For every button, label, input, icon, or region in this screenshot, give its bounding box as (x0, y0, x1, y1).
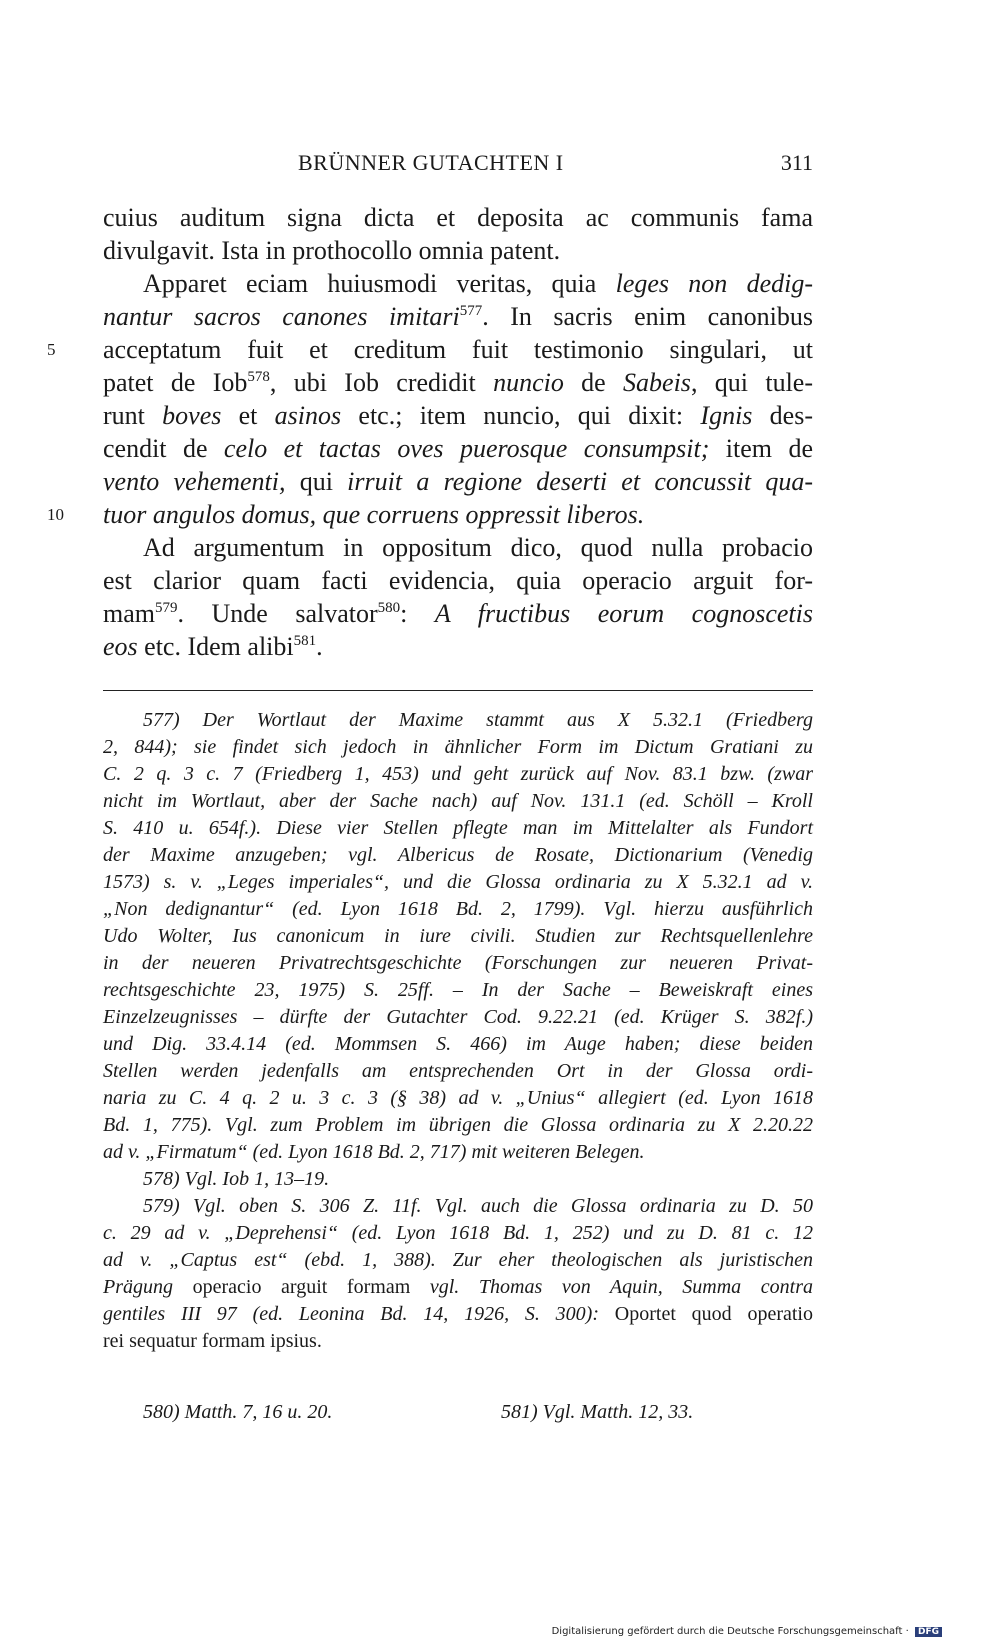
italic-text: irruit a regione deserti et concussit qua- (347, 467, 813, 496)
body-text: qui (285, 467, 348, 496)
italic-text: eos (103, 632, 138, 661)
roman-text: Oportet quod operatio (614, 1303, 813, 1325)
footnote-577-line: ad v. „Firmatum“ (ed. Lyon 1618 Bd. 2, 717) mit weiteren Belegen. (103, 1141, 645, 1163)
italic-text: celo et tactas oves puerosque consumpsit; (223, 434, 710, 463)
footnote-579-line: 579) Vgl. oben S. 306 Z. 11f. Vgl. auch die Glossa ordinaria zu D. 50 (143, 1195, 813, 1217)
body-text: cendit de (103, 434, 224, 463)
footnote-pair (143, 1398, 813, 1426)
footnote-579-line: ad v. „Captus est“ (ebd. 1, 388). Zur eher theologischen als juristischen (103, 1249, 813, 1271)
italic-text: leges non dedig- (615, 269, 814, 298)
italic-text: nuncio (493, 368, 564, 397)
footnote-577-line: rechtsgeschichte 23, 1975) S. 25ff. – In der Sache – Beweiskraft eines (103, 979, 813, 1001)
footnote-ref-580: 580 (377, 600, 401, 616)
footnote-578: 578) Vgl. Iob 1, 13–19. (143, 1168, 330, 1190)
footnote-577-line: 2, 844); sie findet sich jedoch in ähnlicher Form im Dictum Gratiani zu (103, 736, 813, 758)
body-text: item de (709, 434, 813, 463)
body-text: Ad argumentum in oppositum dico, quod nulla probacio (143, 533, 813, 562)
body-line-2 (103, 234, 813, 268)
footnote-579-line: rei sequatur formam ipsius. (103, 1330, 322, 1352)
body-line-14 (103, 630, 813, 664)
body-line-10 (103, 498, 813, 532)
body-line-1 (103, 201, 813, 235)
body-text: et (221, 401, 275, 430)
page-number: 311 (780, 150, 813, 175)
body-line-3 (143, 267, 813, 301)
body-line-4 (103, 300, 813, 334)
digitization-note: Digitalisierung gefördert durch die Deutsche Forschungsgemeinschaft · DFG (552, 1626, 942, 1637)
body-line-5 (103, 333, 813, 367)
body-text: acceptatum fuit et creditum fuit testimonio singulari, ut (103, 335, 813, 364)
footnote-text: Prägung (103, 1276, 193, 1298)
body-text: runt (103, 401, 163, 430)
italic-text: vento vehementi, (103, 467, 286, 496)
body-line-8 (103, 432, 813, 466)
body-line-6 (103, 366, 813, 400)
body-line-11 (143, 531, 813, 565)
body-text: est clarior quam facti evidencia, quia operacio arguit for- (103, 566, 813, 595)
footnote-577-line: in der neueren Privatrechtsgeschichte (Forschungen zur neueren Privat- (103, 952, 813, 974)
footnote-577-line: und Dig. 33.4.14 (ed. Mommsen S. 466) im Auge haben; diese beiden (103, 1033, 813, 1055)
body-line-12 (103, 564, 813, 598)
footnote-580: 580) Matth. 7, 16 u. 20. (143, 1401, 333, 1423)
body-text: Apparet eciam huiusmodi veritas, quia (143, 269, 616, 298)
body-text: . (316, 632, 323, 661)
footnote-ref-577: 577 (459, 303, 483, 319)
body-text: de (563, 368, 624, 397)
footnote-577-line: S. 410 u. 654f.). Diese vier Stellen pflegte man im Mittelalter als Fundort (103, 817, 813, 839)
body-text: divulgavit. Ista in prothocollo omnia patent. (103, 236, 561, 265)
footnote-text: vgl. Thomas von Aquin, Summa contra (410, 1276, 813, 1298)
italic-text: boves (162, 401, 222, 430)
body-text: cuius auditum signa dicta et deposita ac communis fama (103, 203, 813, 232)
italic-text: Sabeis (623, 368, 691, 397)
footnote-ref-578: 578 (247, 369, 270, 385)
body-text: etc.; item nuncio, qui dixit: (341, 401, 701, 430)
footnote-577-line: nicht im Wortlaut, aber der Sache nach) auf Nov. 131.1 (ed. Schöll – Kroll (103, 790, 813, 812)
body-text: , ubi Iob credidit (269, 368, 494, 397)
body-text: : (400, 599, 435, 628)
footnote-ref-581: 581 (293, 633, 317, 649)
footnote-577-line: Udo Wolter, Ius canonicum in iure civili. Studien zur Rechtsquellenlehre (103, 925, 813, 947)
italic-text: tuor angulos domus, que corruens oppressit liberos. (103, 500, 645, 529)
footnote-579-line: c. 29 ad v. „Deprehensi“ (ed. Lyon 1618 Bd. 1, 252) und zu D. 81 c. 12 (103, 1222, 813, 1244)
running-head (103, 150, 813, 180)
footnote-separator (103, 690, 813, 691)
footnote-577-line: 1573) s. v. „Leges imperiales“, und die Glossa ordinaria zu X 5.32.1 ad v. (103, 871, 813, 893)
footnote-577-line: „Non dedignantur“ (ed. Lyon 1618 Bd. 2, 1799). Vgl. hierzu ausführlich (103, 898, 813, 920)
body-line-13 (103, 597, 813, 631)
body-text: , qui tule- (690, 368, 813, 397)
footnote-577-line: naria zu C. 4 q. 2 u. 3 c. 3 (§ 38) ad v. „Unius“ allegiert (ed. Lyon 1618 (103, 1087, 813, 1109)
body-text: patet de Iob (103, 368, 248, 397)
roman-text: operacio arguit formam (192, 1276, 411, 1298)
body-text: etc. Idem alibi (137, 632, 294, 661)
footnote-577-line: Bd. 1, 775). Vgl. zum Problem im übrigen die Glossa ordinaria zu X 2.20.22 (103, 1114, 813, 1136)
footnote-581: 581) Vgl. Matth. 12, 33. (501, 1401, 694, 1423)
body-text: . Unde salvator (177, 599, 378, 628)
footnote-577-line: C. 2 q. 3 c. 7 (Friedberg 1, 453) und geht zurück auf Nov. 83.1 bzw. (zwar (103, 763, 813, 785)
footnote-577-line: der Maxime anzugeben; vgl. Albericus de Rosate, Dictionarium (Venedig (103, 844, 813, 866)
body-line-9 (103, 465, 813, 499)
body-text: des- (752, 401, 813, 430)
footnote-ref-579: 579 (155, 600, 178, 616)
dfg-logo: DFG (915, 1627, 942, 1637)
footnote-577-line: Einzelzeugnisses – dürfte der Gutachter Cod. 9.22.21 (ed. Krüger S. 382f.) (103, 1006, 813, 1028)
footnote-579-line (103, 1273, 813, 1301)
body-text: mam (103, 599, 155, 628)
line-number-5: 5 (47, 340, 56, 359)
italic-text: nantur sacros canones imitari (103, 302, 460, 331)
footnote-text: gentiles III 97 (ed. Leonina Bd. 14, 1926, S. 300): (103, 1303, 615, 1325)
italic-text: Ignis (700, 401, 753, 430)
body-text: . In sacris enim canonibus (482, 302, 813, 331)
footnote-579-line (103, 1300, 813, 1328)
footnote-577-line: Stellen werden jedenfalls am entsprechenden Ort in der Glossa ordi- (103, 1060, 813, 1082)
body-line-7 (103, 399, 813, 433)
running-title: BRÜNNER GUTACHTEN I (298, 150, 564, 175)
italic-text: A fructibus eorum cognoscetis (434, 599, 813, 628)
digitization-text: Digitalisierung gefördert durch die Deutsche Forschungsgemeinschaft (551, 1626, 903, 1637)
italic-text: asinos (274, 401, 342, 430)
line-number-10: 10 (47, 505, 64, 524)
footnote-577-line: 577) Der Wortlaut der Maxime stammt aus X 5.32.1 (Friedberg (143, 709, 813, 731)
